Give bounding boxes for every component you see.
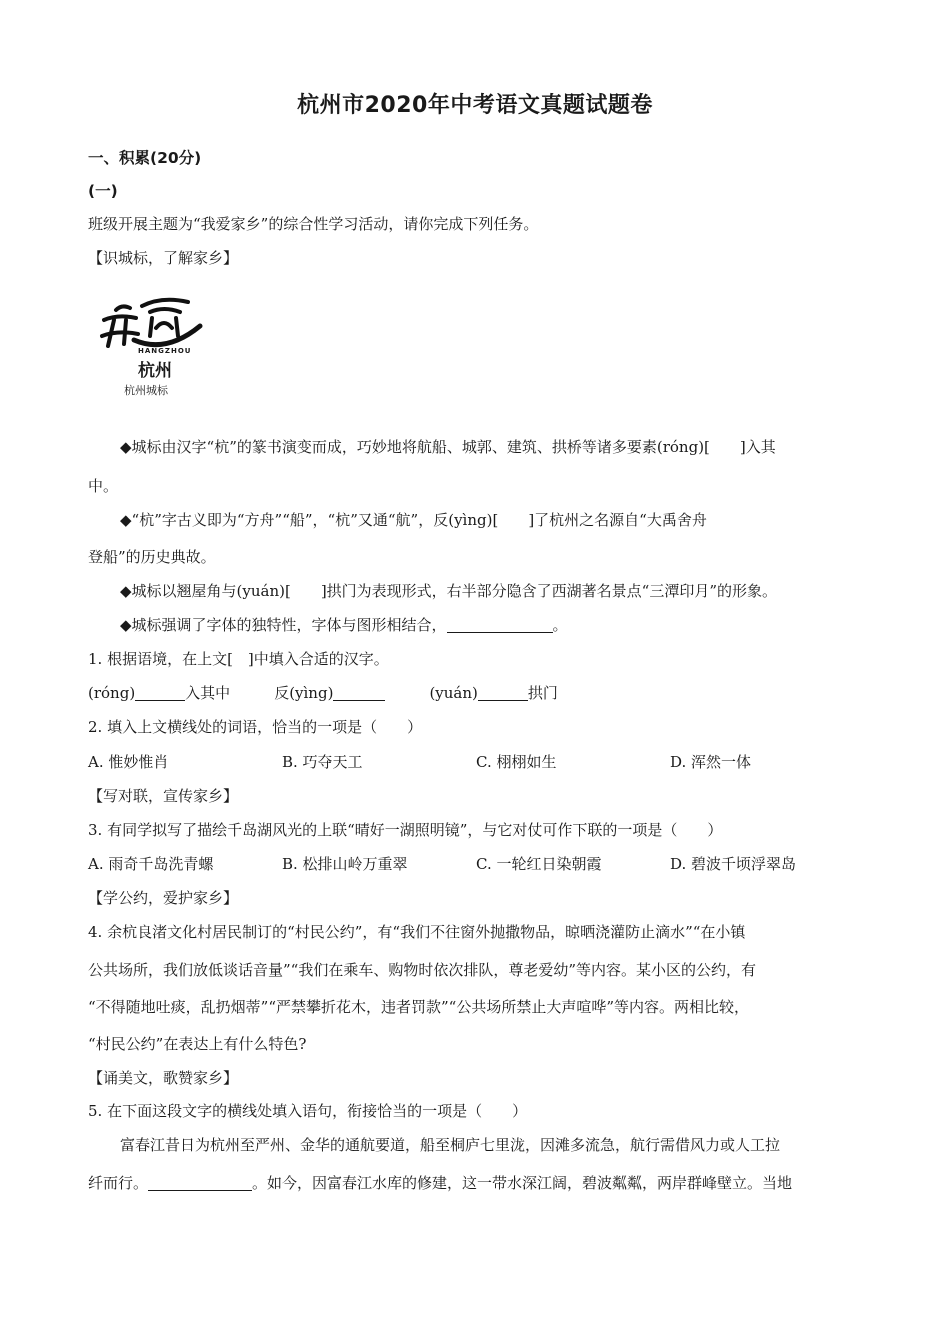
question-4-line-2: 公共场所，我们放低谈话音量”“我们在乘车、购物时依次排队，尊老爱幼”等内容。某小区的公约，有 [88,961,757,979]
passage-line-1: 富春江昔日为杭州至严州、金华的通航要道，船至桐庐七里泷，因滩多流急，航行需借风力或人工拉 [120,1136,781,1154]
question-4-line-4: “村民公约”在表达上有什么特色? [88,1035,307,1053]
blank-line [447,616,553,633]
q3-option-b[interactable]: B. 松排山岭万重翠 [282,855,408,873]
bullet-2-line-2: 登船”的历史典故。 [88,548,216,566]
question-1: 1. 根据语境，在上文[ ]中填入合适的汉字。 [88,650,389,668]
q3-option-a[interactable]: A. 雨奇千岛洗青螺 [88,855,214,873]
q2-option-d[interactable]: D. 浑然一体 [670,753,752,771]
bullet-1-line-2: 中。 [88,477,119,495]
tag-convention: 【学公约，爱护家乡】 [88,889,239,907]
question-3: 3. 有同学拟写了描绘千岛湖风光的上联“晴好一湖照明镜”，与它对仗可作下联的一项是（ ） [88,821,723,839]
q3-option-d[interactable]: D. 碧波千顷浮翠岛 [670,855,797,873]
section-heading: 一、积累(20分) [88,149,202,167]
bullet-1-line-1: ◆城标由汉字“杭”的篆书演变而成，巧妙地将航船、城郭、建筑、拱桥等诸多要素(róng)[ ]入其 [120,438,776,456]
bullet-4: ◆城标强调了字体的独特性，字体与图形相结合， 。 [120,616,568,634]
bullet-3: ◆城标以翘屋角与(yuán)[ ]拱门为表现形式，右半部分隐含了西湖著名景点“三潭印月”的形象。 [120,582,778,600]
q2-option-a[interactable]: A. 惟妙惟肖 [88,753,169,771]
q2-option-c[interactable]: C. 栩栩如生 [476,753,557,771]
q3-option-c[interactable]: C. 一轮红日染朝霞 [476,855,602,873]
logo-latin-text: HANGZHOU [138,347,192,355]
blank-yuan[interactable] [478,684,528,701]
intro-text: 班级开展主题为“我爱家乡”的综合性学习活动，请你完成下列任务。 [88,215,539,233]
tag-couplet: 【写对联，宣传家乡】 [88,787,239,805]
question-5: 5. 在下面这段文字的横线处填入语句，衔接恰当的一项是（ ） [88,1102,528,1120]
page-title: 杭州市2020年中考语文真题试题卷 [297,93,653,118]
logo-caption: 杭州城标 [124,384,168,397]
question-1-blanks: (róng) 入其中 反(yìng) (yuán) 拱门 [88,684,558,702]
blank-ying[interactable] [333,684,385,701]
question-4-line-3: “不得随地吐痰，乱扔烟蒂”“严禁攀折花木，违者罚款”“公共场所禁止大声喧哗”等内容。两相比较， [88,998,750,1016]
blank-rong[interactable] [135,684,185,701]
q2-option-b[interactable]: B. 巧夺天工 [282,753,363,771]
passage-line-2: 纤而行。 。如今，因富春江水库的修建，这一带水深江阔，碧波粼粼，两岸群峰壁立。当地 [88,1174,793,1192]
bullet-2-line-1: ◆“杭”字古义即为“方舟”“船”，“杭”又通“航”，反(yìng)[ ]了杭州之名源自“大禹舍舟 [120,511,707,529]
blank-line[interactable] [148,1174,252,1191]
logo-chinese-text: 杭州 [138,361,172,381]
question-2: 2. 填入上文横线处的词语，恰当的一项是（ ） [88,718,423,736]
tag-city-logo: 【识城标，了解家乡】 [88,249,239,267]
question-4-line-1: 4. 余杭良渚文化村居民制订的“村民公约”，有“我们不往窗外抛撒物品，晾晒浇灌防止滴水”“在小镇 [88,923,746,941]
subsection-heading: (一) [88,182,118,200]
tag-prose: 【诵美文，歌赞家乡】 [88,1069,239,1087]
